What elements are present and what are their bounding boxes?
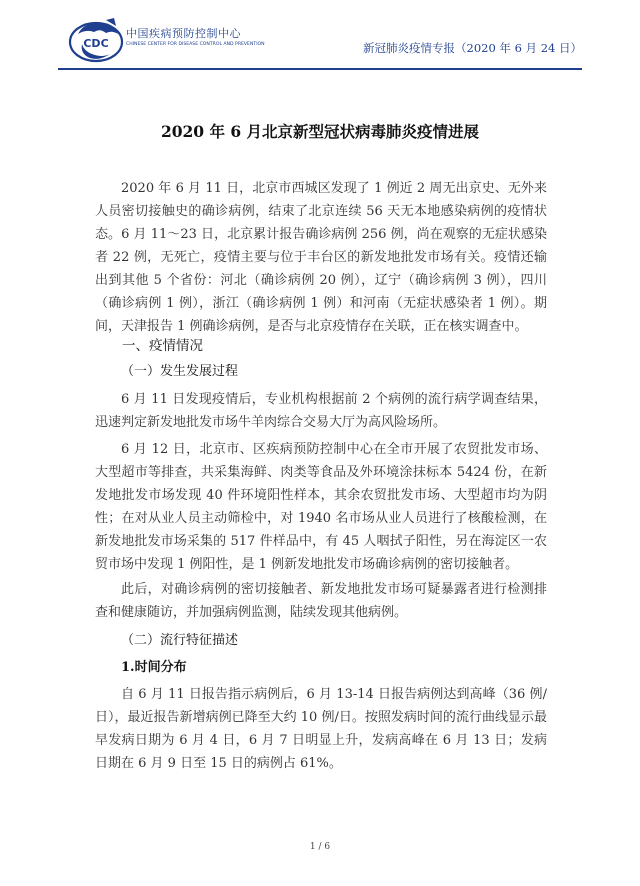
subsection-heading-development: （一）发生发展过程	[121, 364, 239, 379]
logo-text: CDC	[83, 37, 109, 50]
page-header	[0, 0, 640, 72]
org-name-en: CHINESE CENTER FOR DISEASE CONTROL AND PREVENTION	[126, 42, 265, 47]
header-divider	[58, 68, 582, 70]
org-name-cn: 中国疾病预防控制中心	[126, 27, 241, 40]
time-distribution-paragraph: 自 6 月 11 日报告指示病例后，6 月 13-14 日报告病例达到高峰（36 例/日），最近报告新增病例已降至大约 10 例/日。按照发病时间的流行曲线显示最早发病日期为 6 月 4 日，6 月 7 日明显上升，发病高峰在 6 月 13 日；发病日期在 6 月 9 日至 15 日的病例占 61%。	[95, 687, 547, 771]
cdc-logo-icon	[66, 14, 126, 66]
development-paragraph-1: 6 月 11 日发现疫情后，专业机构根据前 2 个病例的流行病学调查结果，迅速判定新发地批发市场牛羊肉综合交易大厅为高风险场所。	[95, 392, 547, 430]
document-title: 2020 年 6 月北京新型冠状病毒肺炎疫情进展	[160, 122, 480, 141]
development-paragraph-3: 此后，对确诊病例的密切接触者、新发地批发市场可疑暴露者进行检测排查和健康随访，并加强病例监测，陆续发现其他病例。	[95, 582, 547, 620]
intro-paragraph: 2020 年 6 月 11 日，北京市西城区发现了 1 例近 2 周无出京史、无外来人员密切接触史的确诊病例，结束了北京连续 56 天无本地感染病例的疫情状态。6 月 11～23 日，北京累计报告确诊病例 256 例，尚在观察的无症状感染者 22 例，无死亡，疫情主要与位于丰台区的新发地批发市场有关。疫情还输出到其他 5 个省份：河北（确诊病例 20 例），辽宁（确诊病例 3 例），四川（确诊病例 1 例），浙江（确诊病例 1 例）和河南（无症状感染者 1 例）。期间，天津报告 1 例确诊病例，是否与北京疫情存在关联，正在核实调查中。	[95, 181, 547, 334]
time-distribution-heading: 1.时间分布	[121, 660, 187, 675]
page-number: 1 / 6	[309, 842, 331, 852]
section-heading-situation: 一、疫情情况	[122, 338, 203, 354]
report-title: 新冠肺炎疫情专报（2020 年 6 月 24 日）	[363, 41, 582, 55]
subsection-heading-epidemiology: （二）流行特征描述	[121, 633, 239, 648]
development-paragraph-2: 6 月 12 日，北京市、区疾病预防控制中心在全市开展了农贸批发市场、大型超市等排查，共采集海鲜、肉类等食品及外环境涂抹标本 5424 份，在新发地批发市场发现 40 件环境阳性样本，其余农贸批发市场、大型超市均为阴性；在对从业人员主动筛检中，对 1940 名市场从业人员进行了核酸检测，在新发地批发市场采集的 517 件样品中，有 45 人咽拭子阳性，另在海淀区一农贸市场中发现 1 例阳性，是 1 例新发地批发市场确诊病例的密切接触者。	[95, 442, 547, 572]
